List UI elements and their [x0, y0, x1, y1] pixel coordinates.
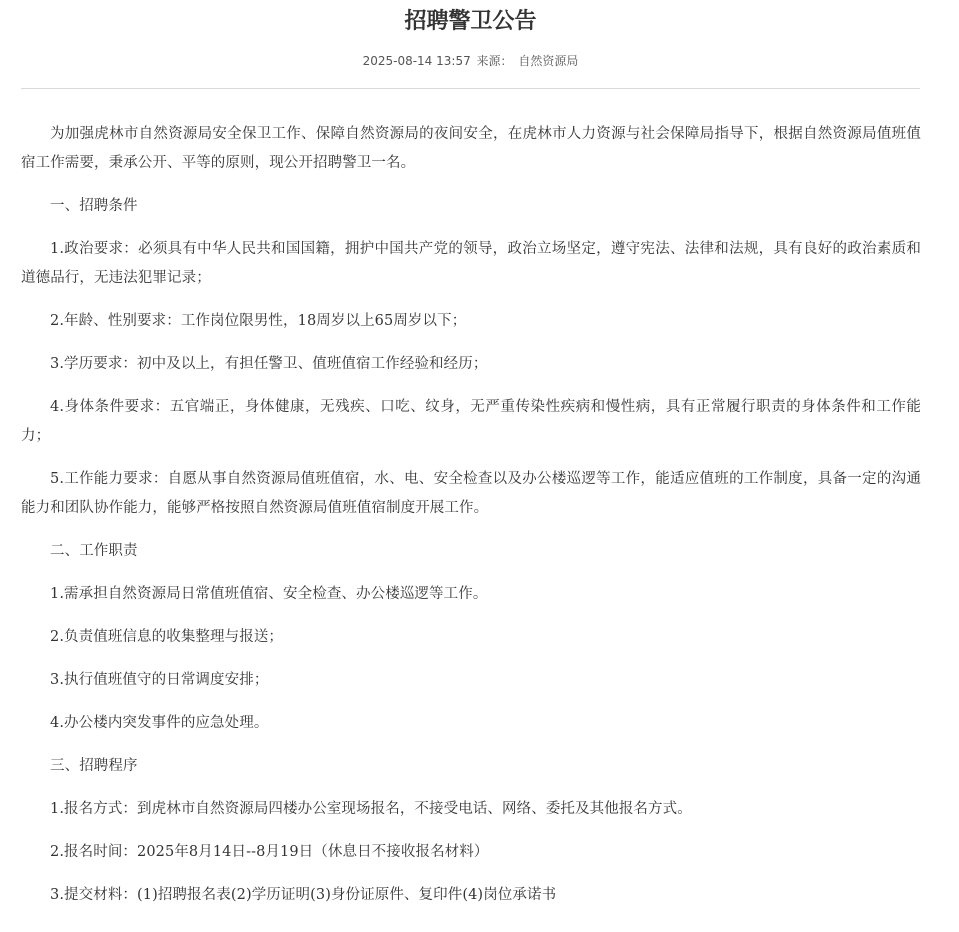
- condition-age-gender: 2.年龄、性别要求：工作岗位限男性，18周岁以上65周岁以下；: [50, 313, 467, 329]
- section-heading-procedure: 三、招聘程序: [50, 758, 138, 774]
- condition-political: 1.政治要求：必须具有中华人民共和国国籍，拥护中国共产党的领导，政治立场坚定，遵守宪法、法律和法规，具有良好的政治素质和道德品行，无违法犯罪记录；: [21, 241, 921, 286]
- condition-physical: 4.身体条件要求：五官端正，身体健康，无残疾、口吃、纹身，无严重传染性疾病和慢性病，具有正常履行职责的身体条件和工作能力；: [21, 399, 921, 444]
- procedure-item: 2.报名时间：2025年8月14日--8月19日（休息日不接收报名材料）: [50, 844, 489, 860]
- section-heading-conditions: 一、招聘条件: [50, 198, 138, 214]
- condition-ability: 5.工作能力要求：自愿从事自然资源局值班值宿，水、电、安全检查以及办公楼巡逻等工作，能适应值班的工作制度，具备一定的沟通能力和团队协作能力，能够严格按照自然资源局值班值宿制度开展工作。: [21, 471, 921, 516]
- procedure-item: 1.报名方式：到虎林市自然资源局四楼办公室现场报名，不接受电话、网络、委托及其他报名方式。: [50, 801, 692, 817]
- publish-datetime: 2025-08-14 13:57: [362, 54, 471, 68]
- article-meta: [0, 52, 941, 70]
- article-body: [21, 120, 921, 924]
- procedure-item: 3.提交材料：(1)招聘报名表(2)学历证明(3)身份证原件、复印件(4)岗位承诺书: [50, 887, 557, 903]
- duty-item: 3.执行值班值守的日常调度安排；: [50, 672, 269, 688]
- intro-paragraph: 为加强虎林市自然资源局安全保卫工作、保障自然资源局的夜间安全，在虎林市人力资源与社会保障局指导下，根据自然资源局值班值宿工作需要，秉承公开、平等的原则，现公开招聘警卫一名。: [21, 126, 921, 171]
- section-heading-duties: 二、工作职责: [50, 543, 138, 559]
- duty-item: 2.负责值班信息的收集整理与报送；: [50, 629, 284, 645]
- title-divider: [21, 88, 920, 89]
- page-title: 招聘警卫公告: [404, 9, 537, 34]
- source-label: 来源：: [476, 54, 513, 68]
- duty-item: 4.办公楼内突发事件的应急处理。: [50, 715, 269, 731]
- duty-item: 1.需承担自然资源局日常值班值宿、安全检查、办公楼巡逻等工作。: [50, 586, 488, 602]
- condition-education: 3.学历要求：初中及以上，有担任警卫、值班值宿工作经验和经历；: [50, 356, 488, 372]
- source-name: 自然资源局: [518, 54, 579, 68]
